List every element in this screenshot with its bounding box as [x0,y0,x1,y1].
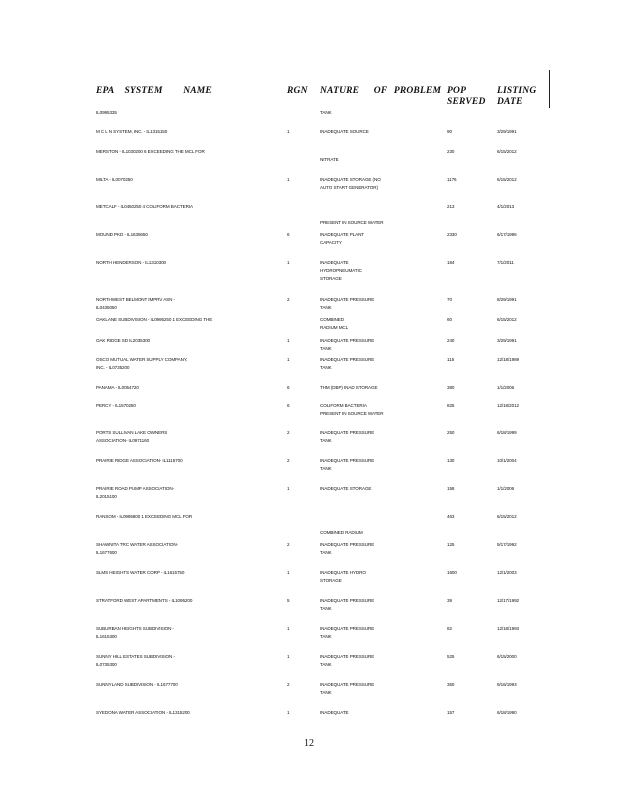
region-cell: 1 [287,626,290,631]
problem-cell: THM (DBP) INAD STORAGE [320,385,378,390]
listing-date-cell: 6/15/2012 [497,514,517,519]
problem-cell: INADEQUATE PRESSURE TANK [320,458,375,471]
listing-date-cell: 6/17/1996 [497,232,517,237]
listing-date-cell: 1/1/2006 [497,385,515,390]
population-cell: 130 [447,458,455,463]
listing-date-cell: 9/17/1992 [497,542,517,547]
region-cell: 1 [287,486,290,491]
listing-date-cell: 10/1/2004 [497,458,517,463]
region-cell: 2 [287,458,290,463]
system-name-cell: STRATFORD WEST APARTMENTS - IL1095200 [96,598,193,603]
problem-cell: COLIFORM BACTERIA PRESENT IN SOURCE WATER [320,403,384,416]
population-cell: 157 [447,710,455,715]
system-name-cell: SUNNYLAND SUBDIVISION - IL1677700 [96,682,178,687]
header-pop-served [447,86,486,108]
system-name-cell: SUBURBAN HEIGHTS SUBDIVISION - IL1615300 [96,626,174,639]
listing-date-cell: 3/29/1991 [497,338,517,343]
problem-cell: INADEQUATE PRESSURE TANK [320,542,375,555]
listing-date-cell: 6/15/2012 [497,317,517,322]
population-cell: 39 [447,598,452,603]
problem-cell: INADEQUATE PRESSURE TANK [320,682,375,695]
system-name-cell: SUNNY HILL ESTATES SUBDIVISION - IL0735300 [96,654,175,667]
system-name-cell: PRAIRIE ROAD PUMP ASSOCIATION- IL2015100 [96,486,175,499]
listing-date-cell: 1/1/2006 [497,486,515,491]
problem-cell: INADEQUATE HYDRO STORAGE [320,570,366,583]
system-name-cell: OAK RIDGE SD IL2035300 [96,338,150,343]
region-cell: 6 [287,403,290,408]
problem-cell: NITRATE [320,157,339,162]
problem-cell: INADEQUATE HYDROPNEUMATIC STORAGE [320,260,362,281]
population-cell: 380 [447,385,455,390]
header-epa-system-name [96,86,212,97]
problem-cell: INADEQUATE PLANT CAPACITY [320,232,365,245]
region-cell: 6 [287,385,290,390]
problem-cell: INADEQUATE PRESSURE TANK [320,626,375,639]
listing-date-cell: 8/29/1991 [497,297,517,302]
system-name-cell: NORTHWEST BELMONT IMPRV ASN - IL0435050 [96,297,175,310]
system-name-cell: NORTH HENDERSON - IL1310300 [96,260,166,265]
system-name-cell: M C L N SYSTEM, INC. - IL1315150 [96,129,168,134]
header-name: NAME [183,86,212,96]
region-cell: 2 [287,430,290,435]
region-cell: 2 [287,682,290,687]
region-cell: 1 [287,357,290,362]
system-name-cell: OAKLANE SUBDIVISION - IL0995250 1 EXCEEDING THE [96,317,213,322]
system-name-cell: METCALF - IL0450250 4 COLIFORM BACTERIA [96,204,193,209]
problem-cell: INADEQUATE STORAGE (NO AUTO START GENERATOR) [320,177,381,190]
problem-cell: INADEQUATE [320,710,349,715]
system-name-cell: OSCO MUTUAL WATER SUPPLY COMPANY, INC. - IL0735200 [96,357,188,370]
header-rgn: RGN [287,86,308,96]
region-cell: 1 [287,177,290,182]
listing-date-cell: 12/18/2012 [497,403,519,408]
listing-date-cell: 6/18/1990 [497,710,517,715]
system-name-cell: SHAWNITA TRC WATER ASSOCIATION- IL1677600 [96,542,178,555]
population-cell: 125 [447,542,455,547]
problem-cell: COMBINED RADIUM [320,530,363,535]
header-of: OF [373,86,388,96]
listing-date-cell: 7/1/2011 [497,260,514,265]
population-cell: 230 [447,149,455,154]
population-cell: 90 [447,129,452,134]
problem-cell: INADEQUATE STORAGE [320,486,372,491]
system-name-cell: SLMS HEIGHTS WATER CORP - IL1615750 [96,570,185,575]
region-cell: 1 [287,654,290,659]
population-cell: 250 [447,430,455,435]
system-name-cell: RANSOM - IL0995800 1 EXCEEDING MCL FOR [96,514,193,519]
header-listing-date [497,86,536,108]
header-epa: EPA [96,86,114,96]
population-cell: 70 [447,297,452,302]
system-name-cell: PRAIRIE RIDGE ASSOCIATION- IL1115700 [96,458,183,463]
population-cell: 184 [447,260,455,265]
population-cell: 463 [447,514,455,519]
listing-date-cell: 6/15/2012 [497,177,517,182]
page-number: 12 [304,738,314,749]
listing-date-cell: 12/18/1989 [497,357,519,362]
header-nature: NATURE [320,86,360,96]
population-cell: 213 [447,204,455,209]
problem-cell: INADEQUATE PRESSURE TANK [320,654,375,667]
region-cell: 2 [287,542,290,547]
system-name-cell: PANAMA - IL0054720 [96,385,139,390]
system-name-cell: MILTA - IL0070250 [96,177,133,182]
listing-date-cell: 12/1/2003 [497,570,517,575]
system-name-cell: PORTS SULLIVAN LAKE OWNERS ASSOCIATION- IL0971160 [96,430,168,443]
system-name-cell: MOUND PKD - IL1635650 [96,232,148,237]
system-name-cell: IL0995335 [96,110,117,115]
population-cell: 1176 [447,177,457,182]
listing-date-cell: 6/18/1999 [497,430,517,435]
header-listing: LISTING [497,86,537,96]
listing-date-cell: 6/15/2000 [497,654,517,659]
region-cell: 2 [287,297,290,302]
population-cell: 2330 [447,232,457,237]
header-served: SERVED [447,97,486,107]
population-cell: 240 [447,338,455,343]
problem-cell: COMBINED RADIUM MCL [320,317,349,330]
system-name-cell: PERCY - IL1570250 [96,403,136,408]
population-cell: 350 [447,682,455,687]
header-date: DATE [497,97,523,107]
region-cell: 6 [287,232,290,237]
population-cell: 115 [447,357,455,362]
population-cell: 82 [447,626,452,631]
problem-cell: PRESENT IN SOURCE WATER [320,220,384,225]
region-cell: 1 [287,570,290,575]
problem-cell: INADEQUATE PRESSURE TANK [320,297,375,310]
region-cell: 1 [287,129,290,134]
margin-rule [549,70,550,108]
listing-date-cell: 12/17/1992 [497,598,519,603]
system-name-cell: MERSTON - IL1030200 6 EXCEEDING THE MCL FOR [96,149,205,154]
region-cell: 1 [287,338,290,343]
listing-date-cell: 9/16/1993 [497,682,517,687]
system-name-cell: SYEDONA WATER ASSOCIATION - IL1315200 [96,710,190,715]
region-cell: 5 [287,598,290,603]
problem-cell: INADEQUATE PRESSURE TANK [320,598,375,611]
problem-cell: INADEQUATE PRESSURE TANK [320,338,375,351]
region-cell: 1 [287,260,290,265]
population-cell: 525 [447,654,455,659]
population-cell: 158 [447,486,455,491]
population-cell: 1600 [447,570,457,575]
problem-cell: INADEQUATE SOURCE [320,129,369,134]
problem-cell: INADEQUATE PRESSURE TANK [320,430,375,443]
population-cell: 825 [447,403,455,408]
problem-cell: INADEQUATE PRESSURE TANK [320,357,375,370]
listing-date-cell: 12/18/1993 [497,626,519,631]
header-problem: PROBLEM [393,86,442,96]
listing-date-cell: 6/15/2012 [497,149,517,154]
header-nature-of-problem [320,86,441,97]
problem-cell: TANK [320,110,332,115]
population-cell: 60 [447,317,452,322]
listing-date-cell: 4/1/2013 [497,204,515,209]
listing-date-cell: 3/29/1991 [497,129,517,134]
header-pop: POP [447,86,467,96]
header-system: SYSTEM [124,86,163,96]
region-cell: 1 [287,710,290,715]
